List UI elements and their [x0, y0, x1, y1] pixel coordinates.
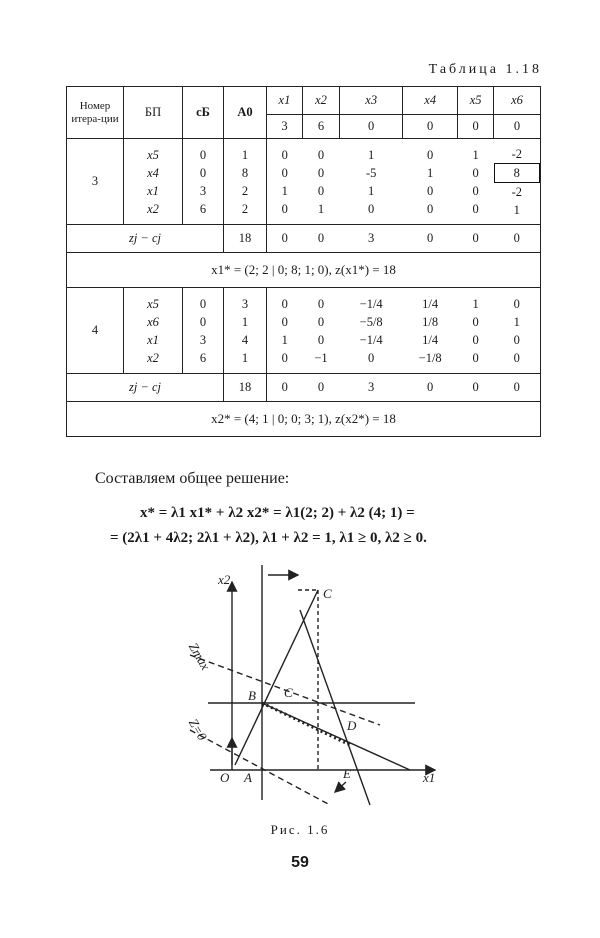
- a0-value: 4: [241, 332, 249, 347]
- normal-arrow: [335, 782, 346, 792]
- label-O: O: [220, 770, 230, 785]
- iteration-3-block: [67, 139, 541, 225]
- header-x1: x1: [267, 87, 303, 115]
- cost-x3: 0: [340, 115, 403, 139]
- z-value: 3: [340, 374, 403, 402]
- page-number: 59: [291, 854, 309, 871]
- z-value: 0: [403, 225, 458, 253]
- cb-value: 3: [199, 183, 207, 198]
- z-value: 0: [458, 374, 494, 402]
- cell-value: 1: [281, 183, 288, 198]
- cell-value: 0: [513, 296, 520, 311]
- table-caption: Таблица 1.18: [428, 62, 542, 77]
- label-C: C: [284, 685, 293, 700]
- a0-value: 8: [241, 165, 249, 180]
- basis-var: x2: [147, 201, 159, 216]
- header-x5: x5: [458, 87, 494, 115]
- cell-value: 0: [317, 314, 325, 329]
- z-value: 0: [494, 225, 541, 253]
- solution-2: x2* = (4; 1 | 0; 0; 3; 1), z(x2*) = 18: [67, 402, 541, 437]
- header-x2: x2: [302, 87, 339, 115]
- cell-value: 0: [368, 350, 375, 365]
- general-solution-intro: Составляем общее решение:: [95, 470, 290, 487]
- a0-value: 3: [241, 296, 249, 311]
- cell-value: 0: [281, 165, 288, 180]
- cell-value: 1: [472, 296, 479, 311]
- z-value: 0: [403, 374, 458, 402]
- feasible-region-figure: [180, 560, 440, 815]
- cell-value: 1/4: [422, 332, 439, 347]
- header-x3: x3: [340, 87, 403, 115]
- cell-value: 0: [427, 183, 434, 198]
- cb-value: 3: [199, 332, 207, 347]
- cell-value: 0: [472, 314, 479, 329]
- cell-value: 1: [513, 314, 520, 329]
- header-a0: A0: [224, 87, 267, 139]
- cb-value: 0: [199, 314, 207, 329]
- cell-value: 0: [472, 201, 479, 216]
- cell-value: 0: [472, 350, 479, 365]
- header-x4: x4: [403, 87, 458, 115]
- cell-value: −1/4: [359, 296, 383, 311]
- iteration-4-block: [67, 288, 541, 374]
- basis-var: x5: [147, 147, 159, 162]
- line-OC: [235, 590, 318, 765]
- cell-value: 0: [317, 165, 325, 180]
- cell-value: −1/4: [359, 332, 383, 347]
- cell-value: 0: [472, 183, 479, 198]
- label-x2: x2: [218, 572, 231, 587]
- cell-value: 0: [427, 201, 434, 216]
- a0-value: 1: [241, 314, 249, 329]
- z-value: 0: [494, 374, 541, 402]
- z-row-label: zj − cj: [67, 225, 224, 253]
- basis-var: x2: [147, 350, 159, 365]
- cell-value: 1: [427, 165, 434, 180]
- cell-value: −1/8: [418, 350, 442, 365]
- cell-value: -5: [365, 165, 377, 180]
- basis-var: x5: [147, 296, 159, 311]
- figure-caption: Рис. 1.6: [270, 822, 330, 837]
- a0-value: 2: [241, 183, 249, 198]
- cb-value: 0: [199, 296, 207, 311]
- header-x6: x6: [494, 87, 541, 115]
- a0-value: 1: [241, 350, 249, 365]
- formula-line-1: x* = λ1 x1* + λ2 x2* = λ1(2; 2) + λ2 (4; 1) =: [140, 505, 415, 521]
- basis-var: x4: [147, 165, 159, 180]
- z-row-a0: 18: [224, 225, 267, 253]
- label-x1: x1: [423, 770, 436, 785]
- cell-value: 1: [281, 332, 288, 347]
- a0-value: 1: [241, 147, 249, 162]
- z-row-a0: 18: [224, 374, 267, 402]
- z0-line: [190, 730, 330, 805]
- pivot-element: 8: [494, 163, 540, 183]
- cb-value: 6: [199, 201, 207, 216]
- cell-value: -2: [511, 146, 522, 161]
- cell-value: 0: [513, 332, 520, 347]
- cell-value: 1: [368, 183, 375, 198]
- label-D: D: [347, 718, 357, 733]
- iteration-number: 4: [67, 288, 124, 374]
- cell-value: −1: [314, 350, 328, 365]
- cell-value: 0: [368, 201, 375, 216]
- basis-var: x6: [147, 314, 159, 329]
- cost-x6: 0: [494, 115, 541, 139]
- cell-value: 1/4: [422, 296, 439, 311]
- z-value: 0: [458, 225, 494, 253]
- cell-value: 0: [472, 165, 479, 180]
- label-z0: Z=0: [185, 715, 211, 743]
- cell-value: 0: [513, 350, 520, 365]
- cell-value: 0: [317, 147, 325, 162]
- cost-x1: 3: [267, 115, 303, 139]
- formula-line-2: = (2λ1 + 4λ2; 2λ1 + λ2), λ1 + λ2 = 1, λ1 ≥ 0, λ2 ≥ 0.: [110, 530, 427, 546]
- cell-value: 0: [472, 332, 479, 347]
- cost-x4: 0: [403, 115, 458, 139]
- iteration-number: 3: [67, 139, 124, 225]
- cell-value: 1/8: [422, 314, 439, 329]
- line-CE: [300, 610, 370, 805]
- cell-value: 0: [317, 183, 325, 198]
- header-basis: БП: [124, 87, 183, 139]
- z-value: 0: [267, 225, 303, 253]
- label-C-top: C: [323, 586, 332, 601]
- cb-value: 6: [199, 350, 207, 365]
- z-value: 0: [302, 374, 339, 402]
- cb-value: 0: [199, 147, 207, 162]
- label-B: B: [248, 688, 256, 703]
- header-cb: cБ: [183, 87, 224, 139]
- cell-value: 0: [281, 201, 288, 216]
- label-A: A: [244, 770, 252, 785]
- header-iteration: Номер итера-ции: [67, 87, 124, 139]
- z-value: 0: [302, 225, 339, 253]
- z-value: 3: [340, 225, 403, 253]
- cell-value: 0: [427, 147, 434, 162]
- line-BD: [262, 703, 410, 770]
- cell-value: 1: [317, 201, 325, 216]
- basis-var: x1: [147, 183, 159, 198]
- solution-1: x1* = (2; 2 | 0; 8; 1; 0), z(x1*) = 18: [67, 253, 541, 288]
- cell-value: -2: [511, 184, 522, 199]
- cell-value: 0: [317, 332, 325, 347]
- cell-value: 0: [281, 350, 288, 365]
- cell-value: 1: [513, 202, 520, 217]
- basis-var: x1: [147, 332, 159, 347]
- a0-value: 2: [241, 201, 249, 216]
- cell-value: 1: [368, 147, 375, 162]
- cell-value: 0: [281, 296, 288, 311]
- cell-value: 0: [281, 147, 288, 162]
- simplex-table: [66, 86, 541, 437]
- label-E: E: [343, 766, 351, 781]
- z-row-label: zj − cj: [67, 374, 224, 402]
- cost-x5: 0: [458, 115, 494, 139]
- cell-value: −5/8: [359, 314, 383, 329]
- z-value: 0: [267, 374, 303, 402]
- cell-value: 1: [472, 147, 479, 162]
- cost-x2: 6: [302, 115, 339, 139]
- cell-value: 0: [281, 314, 288, 329]
- cb-value: 0: [199, 165, 207, 180]
- label-zmax: Zmax: [185, 639, 214, 673]
- cell-value: 0: [317, 296, 325, 311]
